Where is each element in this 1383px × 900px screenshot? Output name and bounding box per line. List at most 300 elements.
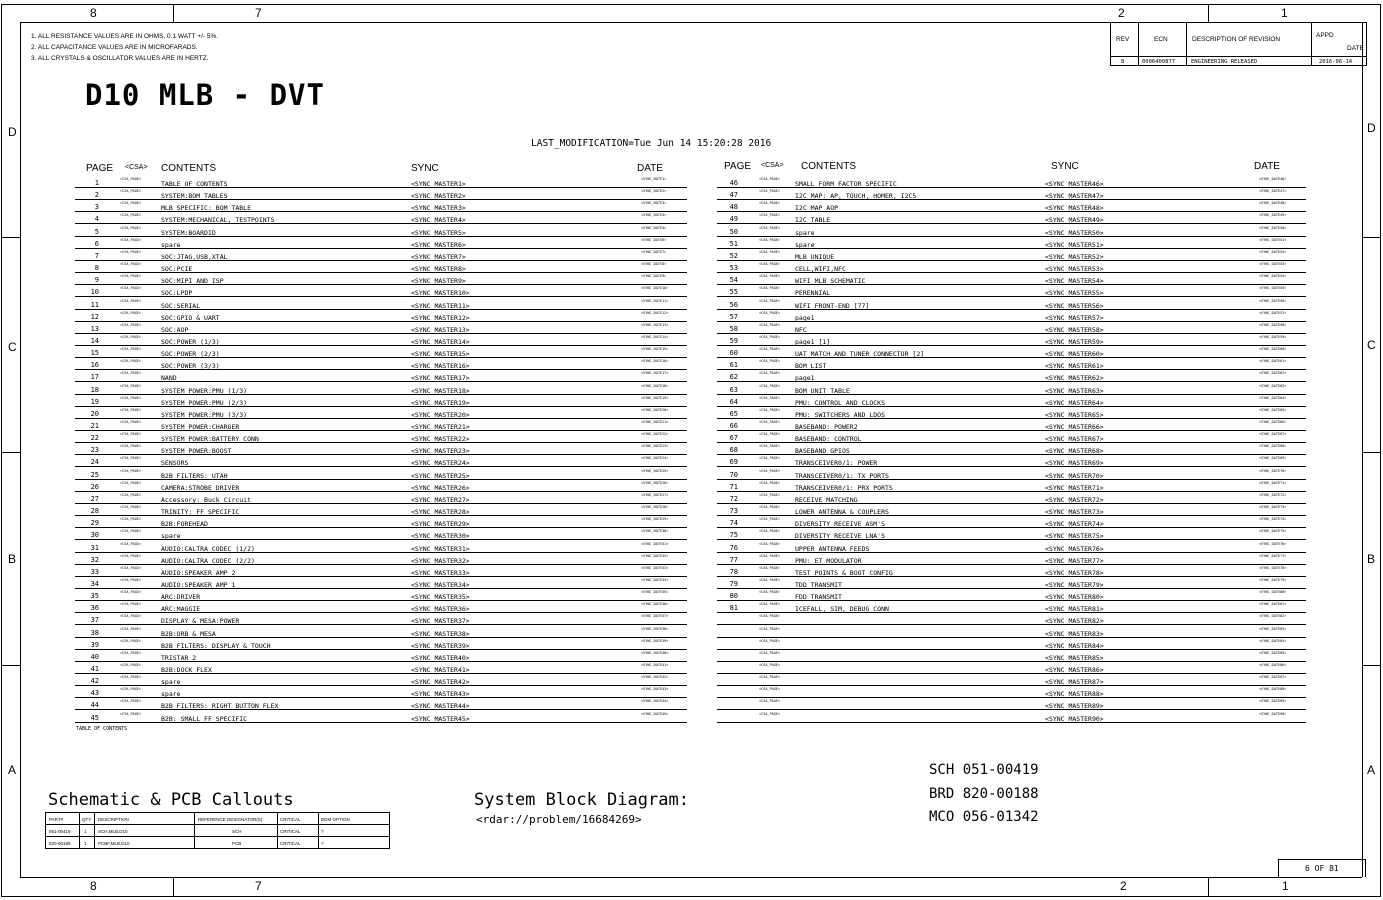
toc-contents: B2B:FOREHEAD [161, 520, 208, 529]
toc-row [714, 638, 1306, 650]
toc-sync: <SYNC_MASTER75> [1045, 532, 1104, 541]
toc-contents: SENSORS [161, 459, 189, 468]
toc-contents: WIFI_MLB SCHEMATIC [795, 277, 866, 286]
toc-contents: BOM LIST [795, 362, 827, 371]
toc-page-number: 58 [729, 324, 738, 333]
toc-csa: <CSA_PAGE> [120, 529, 142, 534]
toc-date: <SYNC_DATE15> [641, 347, 669, 352]
toc-row [75, 528, 687, 540]
toc-date: <SYNC_DATE52> [1259, 249, 1287, 254]
toc-csa: <CSA_PAGE> [120, 395, 142, 400]
toc-page-number: 24 [90, 458, 99, 467]
toc-row [714, 492, 1306, 504]
toc-sync: <SYNC_MASTER88> [1045, 690, 1104, 699]
toc-date: <SYNC_DATE18> [641, 383, 669, 388]
toc-page-number: 34 [90, 579, 99, 588]
toc-sync: <SYNC_MASTER45> [411, 714, 470, 723]
left-zone-line [20, 22, 21, 877]
toc-date: <SYNC_DATE35> [641, 590, 669, 595]
toc-page-number: 42 [90, 677, 99, 686]
toc-row [75, 407, 687, 419]
toc-csa: <CSA_PAGE> [759, 225, 781, 230]
toc-date: <SYNC_DATE19> [641, 395, 669, 400]
table-of-contents-right [714, 160, 1334, 740]
toc-contents: ARC:MAGGIE [161, 605, 201, 614]
zone-label-top: 8 [90, 6, 97, 20]
toc-row [714, 504, 1306, 516]
toc-csa: <CSA_PAGE> [759, 334, 781, 339]
toc-date: <SYNC_DATE56> [1259, 298, 1287, 303]
callouts-header-row [46, 813, 389, 825]
toc-date: <SYNC_DATE55> [1259, 286, 1287, 291]
sync-header: SYNC [411, 163, 439, 174]
toc-contents: TRISTAR 2 [161, 653, 197, 662]
toc-row [714, 285, 1306, 297]
toc-sync: <SYNC_MASTER37> [411, 617, 470, 626]
toc-csa: <CSA_PAGE> [759, 407, 781, 412]
toc-date: <SYNC_DATE26> [641, 480, 669, 485]
toc-contents: ARC:DRIVER [161, 593, 201, 602]
critical: CRITICAL [280, 829, 301, 834]
toc-page-number: 65 [729, 409, 738, 418]
toc-date: <SYNC_DATE62> [1259, 371, 1287, 376]
toc-contents: AUDIO:CALTRA CODEC (1/2) [161, 544, 255, 553]
toc-page-number: 37 [90, 616, 99, 625]
toc-csa: <CSA_PAGE> [120, 614, 142, 619]
toc-csa: <CSA_PAGE> [759, 262, 781, 267]
sch-number: SCH 051-00419 [929, 762, 1039, 778]
zone-divider [1362, 237, 1381, 238]
toc-date: <SYNC_DATE68> [1259, 444, 1287, 449]
toc-page-number: 13 [90, 324, 99, 333]
toc-contents: FDD TRANSMIT [795, 593, 842, 602]
toc-page-number: 25 [90, 470, 99, 479]
toc-sync: <SYNC_MASTER70> [1045, 471, 1104, 480]
toc-sync: <SYNC_MASTER44> [411, 702, 470, 711]
system-block-link[interactable]: <rdar://problem/16684269> [476, 813, 642, 826]
zone-label-left: C [8, 340, 17, 354]
toc-csa: <CSA_PAGE> [120, 699, 142, 704]
toc-csa: <CSA_PAGE> [120, 517, 142, 522]
toc-sync: <SYNC_MASTER53> [1045, 265, 1104, 274]
zone-divider [1, 237, 20, 238]
toc-sync: <SYNC_MASTER64> [1045, 398, 1104, 407]
csa-header: <CSA> [761, 162, 784, 169]
toc-underline [75, 722, 687, 723]
toc-csa: <CSA_PAGE> [120, 177, 142, 181]
toc-contents: SOC:LPDP [161, 289, 193, 298]
toc-sync: <SYNC_MASTER85> [1045, 653, 1104, 662]
callouts-table [45, 812, 390, 849]
toc-row [714, 358, 1306, 370]
toc-contents: NAND [161, 374, 177, 383]
toc-date: <SYNC_DATE49> [1259, 213, 1287, 218]
page-indicator: 6 OF 81 [1305, 864, 1339, 873]
toc-csa: <CSA_PAGE> [120, 286, 142, 291]
description-header: DESCRIPTION OF REVISION [1192, 36, 1281, 43]
toc-contents: SYSTEM:BOARDID [161, 228, 216, 237]
system-block-title: System Block Diagram: [474, 790, 689, 810]
toc-csa: <CSA_PAGE> [759, 505, 781, 510]
zone-label-bottom: 7 [255, 879, 262, 893]
toc-date: <SYNC_DATE7> [641, 249, 667, 254]
ecn-value: 0006400877 [1142, 59, 1176, 65]
toc-row [75, 601, 687, 613]
callouts-divider [318, 813, 319, 848]
toc-sync: <SYNC_MASTER6> [411, 240, 466, 249]
toc-csa: <CSA_PAGE> [120, 322, 142, 327]
toc-page-number: 33 [90, 567, 99, 576]
toc-contents: TRANSCEIVER0/1: PRX PORTS [795, 483, 893, 492]
toc-date: <SYNC_DATE82> [1259, 614, 1287, 619]
critical-header: CRITICAL [280, 817, 301, 822]
toc-contents: UPPER ANTENNA FEEDS [795, 544, 870, 553]
toc-page-number: 44 [90, 701, 99, 710]
note-line: 1. ALL RESISTANCE VALUES ARE IN OHMS, 0.1 WATT +/- 5%. [31, 33, 219, 40]
toc-row [75, 504, 687, 516]
date-header: DATE [1347, 45, 1364, 52]
toc-date: <SYNC_DATE89> [1259, 699, 1287, 704]
toc-date: <SYNC_DATE44> [641, 699, 669, 704]
toc-page-number: 40 [90, 652, 99, 661]
toc-sync: <SYNC_MASTER11> [411, 301, 470, 310]
toc-sync: <SYNC_MASTER3> [411, 204, 466, 213]
toc-sync: <SYNC_MASTER77> [1045, 556, 1104, 565]
toc-csa: <CSA_PAGE> [759, 614, 781, 619]
toc-page-number: 59 [729, 336, 738, 345]
toc-page-number: 49 [729, 215, 738, 224]
toc-sync: <SYNC_MASTER63> [1045, 386, 1104, 395]
callouts-divider [194, 813, 195, 848]
toc-date: <SYNC_DATE50> [1259, 225, 1287, 230]
toc-page-number: 27 [90, 494, 99, 503]
toc-contents: WIFI FRONT-END [77] [795, 301, 870, 310]
toc-row [714, 176, 1306, 188]
toc-csa: <CSA_PAGE> [120, 359, 142, 364]
toc-sync: <SYNC_MASTER25> [411, 471, 470, 480]
toc-date: <SYNC_DATE86> [1259, 663, 1287, 667]
zone-divider [1362, 452, 1381, 453]
rev-divider [1111, 56, 1366, 57]
toc-csa: <CSA_PAGE> [120, 675, 142, 680]
toc-date: <SYNC_DATE74> [1259, 517, 1287, 522]
toc-sync: <SYNC_MASTER47> [1045, 192, 1104, 201]
toc-row [714, 516, 1306, 528]
refdes: SCH [232, 829, 242, 834]
callouts-divider [277, 813, 278, 848]
toc-date: <SYNC_DATE39> [641, 638, 669, 643]
toc-date: <SYNC_DATE84> [1259, 638, 1287, 643]
toc-date: <SYNC_DATE1> [641, 177, 667, 181]
toc-date: <SYNC_DATE48> [1259, 201, 1287, 206]
toc-row [75, 686, 687, 698]
toc-page-number: 15 [90, 349, 99, 358]
toc-page-number: 38 [90, 628, 99, 637]
toc-page-number: 56 [729, 300, 738, 309]
zone-label-right: A [1367, 763, 1376, 777]
toc-date: <SYNC_DATE51> [1259, 237, 1287, 242]
toc-csa: <CSA_PAGE> [759, 626, 781, 631]
toc-date: <SYNC_DATE85> [1259, 650, 1287, 655]
rev-header: REV [1116, 36, 1130, 43]
toc-sync: <SYNC_MASTER43> [411, 690, 470, 699]
toc-contents: I2C TABLE [795, 216, 831, 225]
toc-row [75, 395, 687, 407]
toc-row [75, 188, 687, 200]
toc-page-number: 77 [729, 555, 738, 564]
toc-contents: B2B:ORB & MESA [161, 629, 216, 638]
toc-contents: SYSTEM POWER:PMU (2/3) [161, 398, 248, 407]
toc-page-number: 74 [729, 519, 738, 528]
bom-option-header: BOM OPTION [321, 817, 350, 822]
toc-contents: DIVERSITY RECEIVE ASM'S [795, 520, 886, 529]
toc-csa: <CSA_PAGE> [120, 663, 142, 667]
toc-row [714, 626, 1306, 638]
toc-csa: <CSA_PAGE> [759, 565, 781, 570]
refdes-header: REFERENCE DESIGNATOR(S) [198, 817, 263, 822]
general-notes [31, 31, 218, 64]
toc-sync: <SYNC_MASTER84> [1045, 641, 1104, 650]
toc-csa: <CSA_PAGE> [120, 541, 142, 546]
toc-contents: SYSTEM POWER:PMU (3/3) [161, 410, 248, 419]
toc-row [714, 686, 1306, 698]
toc-sync: <SYNC_MASTER19> [411, 398, 470, 407]
toc-contents: ICEFALL, SIM, DEBUG_CONN [795, 605, 889, 614]
toc-page-number: 76 [729, 543, 738, 552]
toc-date: <SYNC_DATE79> [1259, 577, 1287, 582]
toc-sync: <SYNC_MASTER79> [1045, 580, 1104, 589]
toc-csa: <CSA_PAGE> [120, 638, 142, 643]
ecn-header: ECN [1154, 36, 1168, 43]
toc-sync: <SYNC_MASTER60> [1045, 350, 1104, 359]
toc-row [75, 468, 687, 480]
toc-underline [717, 722, 1306, 723]
toc-contents: SOC:SERIAL [161, 301, 201, 310]
toc-row [714, 225, 1306, 237]
toc-csa: <CSA_PAGE> [120, 626, 142, 631]
toc-csa: <CSA_PAGE> [120, 298, 142, 303]
toc-csa: <CSA_PAGE> [120, 577, 142, 582]
toc-sync: <SYNC_MASTER26> [411, 483, 470, 492]
toc-page-number: 35 [90, 592, 99, 601]
toc-row [75, 212, 687, 224]
toc-csa: <CSA_PAGE> [759, 213, 781, 218]
toc-sync: <SYNC_MASTER28> [411, 508, 470, 517]
toc-date: <SYNC_DATE5> [641, 225, 667, 230]
date-header: DATE [1254, 161, 1280, 172]
toc-csa: <CSA_PAGE> [759, 395, 781, 400]
toc-date: <SYNC_DATE28> [641, 505, 669, 510]
toc-row [75, 553, 687, 565]
page-header: PAGE [724, 161, 752, 172]
toc-page-number: 19 [90, 397, 99, 406]
toc-csa: <CSA_PAGE> [120, 383, 142, 388]
zone-label-right: C [1367, 338, 1376, 352]
toc-date: <SYNC_DATE76> [1259, 541, 1287, 546]
toc-date: <SYNC_DATE41> [641, 663, 669, 667]
date-header: DATE [637, 163, 663, 174]
toc-date: <SYNC_DATE78> [1259, 565, 1287, 570]
csa-header: <CSA> [125, 164, 148, 171]
toc-row [714, 431, 1306, 443]
toc-page-number: 5 [94, 227, 99, 236]
toc-date: <SYNC_DATE32> [641, 553, 669, 558]
toc-sync: <SYNC_MASTER21> [411, 423, 470, 431]
toc-contents: BASEBAND GPIOS [795, 447, 850, 456]
toc-sync: <SYNC_MASTER10> [411, 289, 470, 298]
toc-contents: spare [161, 532, 181, 541]
toc-contents: Accessory: Buck Circuit [161, 495, 252, 504]
zone-divider [173, 4, 174, 22]
callouts-title: Schematic & PCB Callouts [48, 790, 294, 810]
toc-page-number: 3 [94, 203, 99, 212]
toc-date: <SYNC_DATE20> [641, 407, 669, 412]
toc-row [714, 711, 1306, 723]
toc-sync: <SYNC_MASTER14> [411, 337, 470, 346]
toc-sync: <SYNC_MASTER81> [1045, 605, 1104, 614]
toc-contents: spare [795, 228, 815, 237]
toc-page-number: 28 [90, 507, 99, 516]
toc-page-number: 7 [94, 251, 99, 260]
toc-sync: <SYNC_MASTER55> [1045, 289, 1104, 298]
toc-csa: <CSA_PAGE> [759, 541, 781, 546]
toc-contents: TRANSCEIVER0/1: POWER [795, 459, 878, 468]
toc-csa: <CSA_PAGE> [120, 237, 142, 242]
toc-row [714, 322, 1306, 334]
toc-page-number: 75 [729, 531, 738, 540]
zone-label-left: D [8, 125, 17, 139]
toc-page-number: 1 [94, 179, 99, 187]
zone-divider [1208, 877, 1209, 897]
appd-header: APPD [1316, 32, 1334, 39]
toc-sync: <SYNC_MASTER74> [1045, 520, 1104, 529]
toc-page-number: 61 [729, 361, 738, 370]
toc-row [714, 601, 1306, 613]
toc-row [75, 516, 687, 528]
toc-page-number: 50 [729, 227, 738, 236]
toc-row [75, 176, 687, 188]
toc-contents: B2B:DOCK FLEX [161, 666, 212, 674]
toc-csa: <CSA_PAGE> [759, 638, 781, 643]
toc-contents: CAMERA:STROBE DRIVER [161, 483, 240, 492]
toc-date: <SYNC_DATE61> [1259, 359, 1287, 364]
toc-sync: <SYNC_MASTER39> [411, 641, 470, 650]
toc-sync: <SYNC_MASTER51> [1045, 240, 1104, 249]
toc-csa: <CSA_PAGE> [120, 492, 142, 497]
toc-csa: <CSA_PAGE> [120, 602, 142, 607]
toc-row [714, 419, 1306, 431]
toc-row [714, 480, 1306, 492]
zone-divider [1, 452, 20, 453]
toc-contents: I2C MAP AOP [795, 204, 839, 213]
toc-date: <SYNC_DATE46> [1259, 177, 1287, 181]
toc-sync: <SYNC_MASTER40> [411, 653, 470, 662]
toc-page-number: 71 [729, 482, 738, 491]
toc-contents: spare [161, 690, 181, 699]
toc-contents: B2B FILTERS: RIGHT BUTTON FLEX [161, 702, 279, 711]
toc-page-number: 48 [729, 203, 738, 212]
toc-date: <SYNC_DATE11> [641, 298, 669, 303]
toc-row [714, 553, 1306, 565]
brd-number: BRD 820-00188 [929, 786, 1039, 802]
toc-row [75, 492, 687, 504]
toc-contents: SYSTEM POWER:BATTERY CONN [161, 435, 259, 444]
part-number: 820-00188 [49, 841, 71, 846]
toc-csa: <CSA_PAGE> [120, 711, 142, 716]
contents-header: CONTENTS [801, 161, 856, 172]
toc-row [75, 237, 687, 249]
toc-date: <SYNC_DATE77> [1259, 553, 1287, 558]
toc-sync: <SYNC_MASTER52> [1045, 252, 1104, 261]
toc-row [75, 358, 687, 370]
page-header: PAGE [86, 163, 114, 174]
toc-page-number: 26 [90, 482, 99, 491]
toc-contents: SYSTEM:MECHANICAL, TESTPOINTS [161, 216, 275, 225]
toc-row [75, 650, 687, 662]
toc-contents: B2B FILTERS: UTAH [161, 471, 228, 480]
toc-date: <SYNC_DATE71> [1259, 480, 1287, 485]
toc-csa: <CSA_PAGE> [759, 577, 781, 582]
zone-divider [1208, 4, 1209, 22]
toc-page-number: 10 [90, 288, 99, 297]
toc-date: <SYNC_DATE53> [1259, 262, 1287, 267]
toc-row [75, 443, 687, 455]
toc-csa: <CSA_PAGE> [759, 480, 781, 485]
toc-date: <SYNC_DATE25> [641, 468, 669, 473]
toc-csa: <CSA_PAGE> [759, 310, 781, 315]
toc-page-number: 8 [94, 264, 99, 273]
zone-label-top: 2 [1118, 6, 1125, 20]
toc-contents: DIVERSITY RECEIVE LNA'S [795, 532, 886, 541]
description-value: ENGINEERING RELEASED [1191, 59, 1258, 65]
toc-row [714, 662, 1306, 674]
toc-contents: spare [161, 240, 181, 249]
zone-label-right: D [1367, 121, 1376, 135]
toc-date: <SYNC_DATE4> [641, 213, 667, 218]
toc-page-number: 2 [94, 191, 99, 200]
toc-contents: B2B FILTERS: DISPLAY & TOUCH [161, 641, 271, 650]
toc-date: <SYNC_DATE24> [641, 456, 669, 461]
note-line: 3. ALL CRYSTALS & OSCILLATOR VALUES ARE IN HERTZ. [31, 55, 209, 62]
toc-contents: CELL,WIFI,NFC [795, 265, 846, 274]
toc-contents: SOC:GPIO & UART [161, 313, 220, 322]
toc-row [75, 698, 687, 710]
toc-date: <SYNC_DATE33> [641, 565, 669, 570]
toc-row [75, 285, 687, 297]
toc-csa: <CSA_PAGE> [759, 492, 781, 497]
toc-row [75, 541, 687, 553]
toc-sync: <SYNC_MASTER7> [411, 252, 466, 261]
zone-label-top: 7 [255, 6, 262, 20]
toc-csa: <CSA_PAGE> [759, 359, 781, 364]
toc-contents: TRANSCEIVER0/1: TX PORTS [795, 471, 889, 480]
toc-csa: <CSA_PAGE> [120, 274, 142, 279]
rev-value: 8 [1121, 59, 1125, 65]
toc-csa: <CSA_PAGE> [759, 444, 781, 449]
toc-date: <SYNC_DATE34> [641, 577, 669, 582]
toc-csa: <CSA_PAGE> [120, 650, 142, 655]
toc-page-number: 63 [729, 385, 738, 394]
toc-contents: TEST POINTS & BOOT CONFIG [795, 568, 893, 577]
toc-page-number: 62 [729, 373, 738, 382]
toc-sync: <SYNC_MASTER90> [1045, 714, 1104, 723]
toc-csa: <CSA_PAGE> [120, 468, 142, 473]
toc-row [714, 577, 1306, 589]
toc-page-number: 4 [94, 215, 99, 224]
toc-csa: <CSA_PAGE> [120, 444, 142, 449]
toc-row [75, 626, 687, 638]
toc-sync: <SYNC_MASTER78> [1045, 568, 1104, 577]
